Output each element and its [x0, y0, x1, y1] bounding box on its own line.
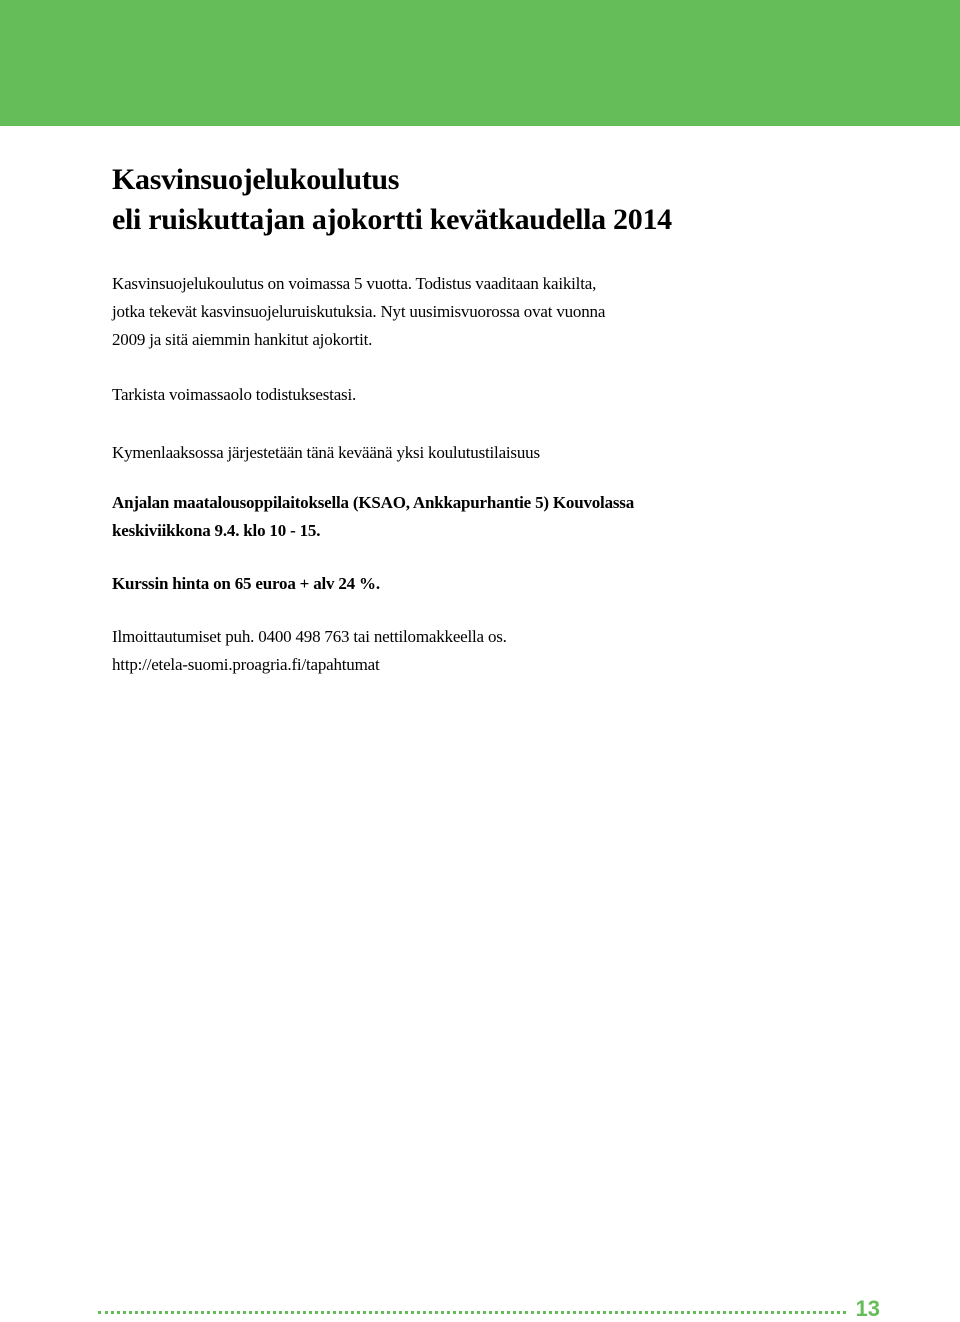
signup-paragraph	[112, 623, 852, 679]
location-line-1: Anjalan maatalousoppilaitoksella (KSAO, Ankkapurhantie 5) Kouvolassa	[112, 493, 635, 512]
region-info-text: Kymenlaaksossa järjestetään tänä keväänä yksi koulutustilaisuus	[112, 443, 540, 462]
footer-dotted-rule	[98, 1311, 846, 1314]
intro-line-1: Kasvinsuojelukoulutus on voimassa 5 vuotta. Todistus vaaditaan kaikilta,	[112, 274, 597, 293]
page-footer	[98, 1296, 880, 1322]
title-line-1: Kasvinsuojelukoulutus	[112, 163, 400, 196]
intro-line-2: jotka tekevät kasvinsuojeluruiskutuksia. Nyt uusimisvuorossa ovat vuonna	[112, 302, 606, 321]
signup-link[interactable]: http://etela-suomi.proagria.fi/tapahtumat	[112, 655, 380, 674]
location-line-2: keskiviikkona 9.4. klo 10 - 15.	[112, 521, 321, 540]
title-line-2: eli ruiskuttajan ajokortti kevätkaudella 2014	[112, 203, 672, 236]
article-body	[112, 160, 852, 679]
course-price-text: Kurssin hinta on 65 euroa + alv 24 %.	[112, 574, 380, 593]
check-validity-text: Tarkista voimassaolo todistuksestasi.	[112, 385, 357, 404]
signup-line-1: Ilmoittautumiset puh. 0400 498 763 tai nettilomakkeella os.	[112, 627, 507, 646]
page-number: 13	[855, 1296, 880, 1321]
intro-line-3: 2009 ja sitä aiemmin hankitut ajokortit.	[112, 330, 373, 349]
page-title	[112, 160, 852, 240]
intro-paragraph	[112, 270, 852, 354]
event-location-paragraph	[112, 489, 852, 545]
header-color-band	[0, 0, 960, 126]
